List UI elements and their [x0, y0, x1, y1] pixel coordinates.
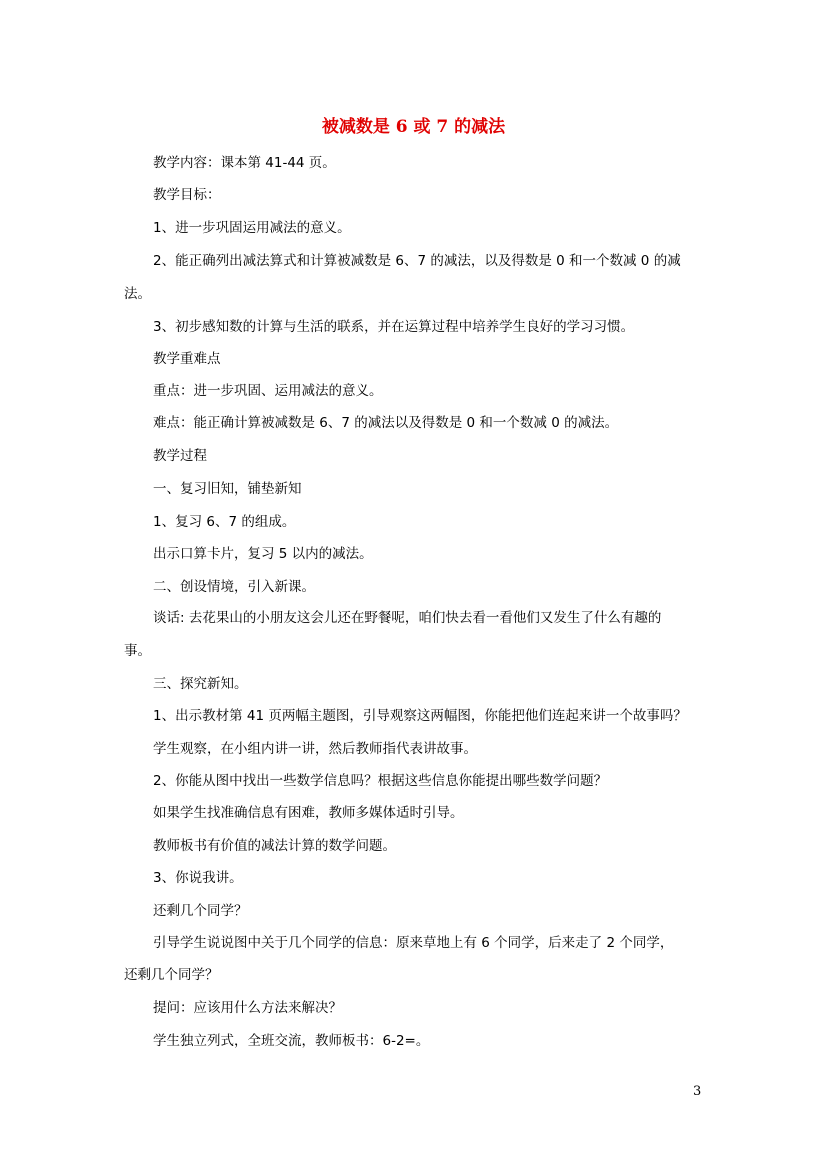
paragraph: 出示口算卡片，复习 5 以内的减法。 — [153, 546, 373, 562]
paragraph: 学生独立列式，全班交流，教师板书：6-2=。 — [153, 1033, 430, 1049]
paragraph: 如果学生找准确信息有困难，教师多媒体适时引导。 — [153, 805, 464, 821]
paragraph: 教学重难点 — [153, 351, 221, 367]
paragraph: 1、复习 6、7 的组成。 — [153, 514, 296, 530]
paragraph: 学生观察，在小组内讲一讲，然后教师指代表讲故事。 — [153, 741, 477, 757]
paragraph: 三、探究新知。 — [153, 676, 248, 692]
paragraph: 事。 — [124, 643, 151, 659]
paragraph: 二、创设情境，引入新课。 — [153, 579, 315, 595]
paragraph: 教学内容：课本第 41-44 页。 — [153, 155, 336, 171]
paragraph: 谈话: 去花果山的小朋友这会儿还在野餐呢，咱们快去看一看他们又发生了什么有趣的 — [153, 610, 662, 626]
paragraph: 2、你能从图中找出一些数学信息吗？根据这些信息你能提出哪些数学问题？ — [153, 773, 608, 789]
paragraph: 还剩几个同学？ — [153, 903, 248, 919]
paragraph: 3、你说我讲。 — [153, 870, 243, 886]
paragraph: 1、进一步巩固运用减法的意义。 — [153, 220, 351, 236]
paragraph: 1、出示教材第 41 页两幅主题图，引导观察这两幅图，你能把他们连起来讲一个故事吗？ — [153, 708, 687, 724]
paragraph: 教学过程 — [153, 448, 207, 464]
paragraph: 法。 — [124, 286, 151, 302]
page-number: 3 — [693, 1084, 702, 1099]
paragraph: 教学目标： — [153, 187, 221, 203]
paragraph: 教师板书有价值的减法计算的数学问题。 — [153, 838, 396, 854]
paragraph: 还剩几个同学？ — [124, 967, 219, 983]
paragraph: 重点：进一步巩固、运用减法的意义。 — [153, 383, 383, 399]
paragraph: 3、初步感知数的计算与生活的联系，并在运算过程中培养学生良好的学习习惯。 — [153, 319, 635, 335]
paragraph: 2、能正确列出减法算式和计算被减数是 6、7 的减法，以及得数是 0 和一个数减 0 的减 — [153, 253, 681, 269]
paragraph: 一、复习旧知，铺垫新知 — [153, 481, 302, 497]
paragraph: 难点：能正确计算被减数是 6、7 的减法以及得数是 0 和一个数减 0 的减法。 — [153, 415, 619, 431]
document-title: 被减数是 6 或 7 的减法 — [321, 117, 506, 137]
paragraph: 引导学生说说图中关于几个同学的信息：原来草地上有 6 个同学，后来走了 2 个同学， — [153, 935, 674, 951]
paragraph: 提问：应该用什么方法来解决？ — [153, 1000, 342, 1016]
